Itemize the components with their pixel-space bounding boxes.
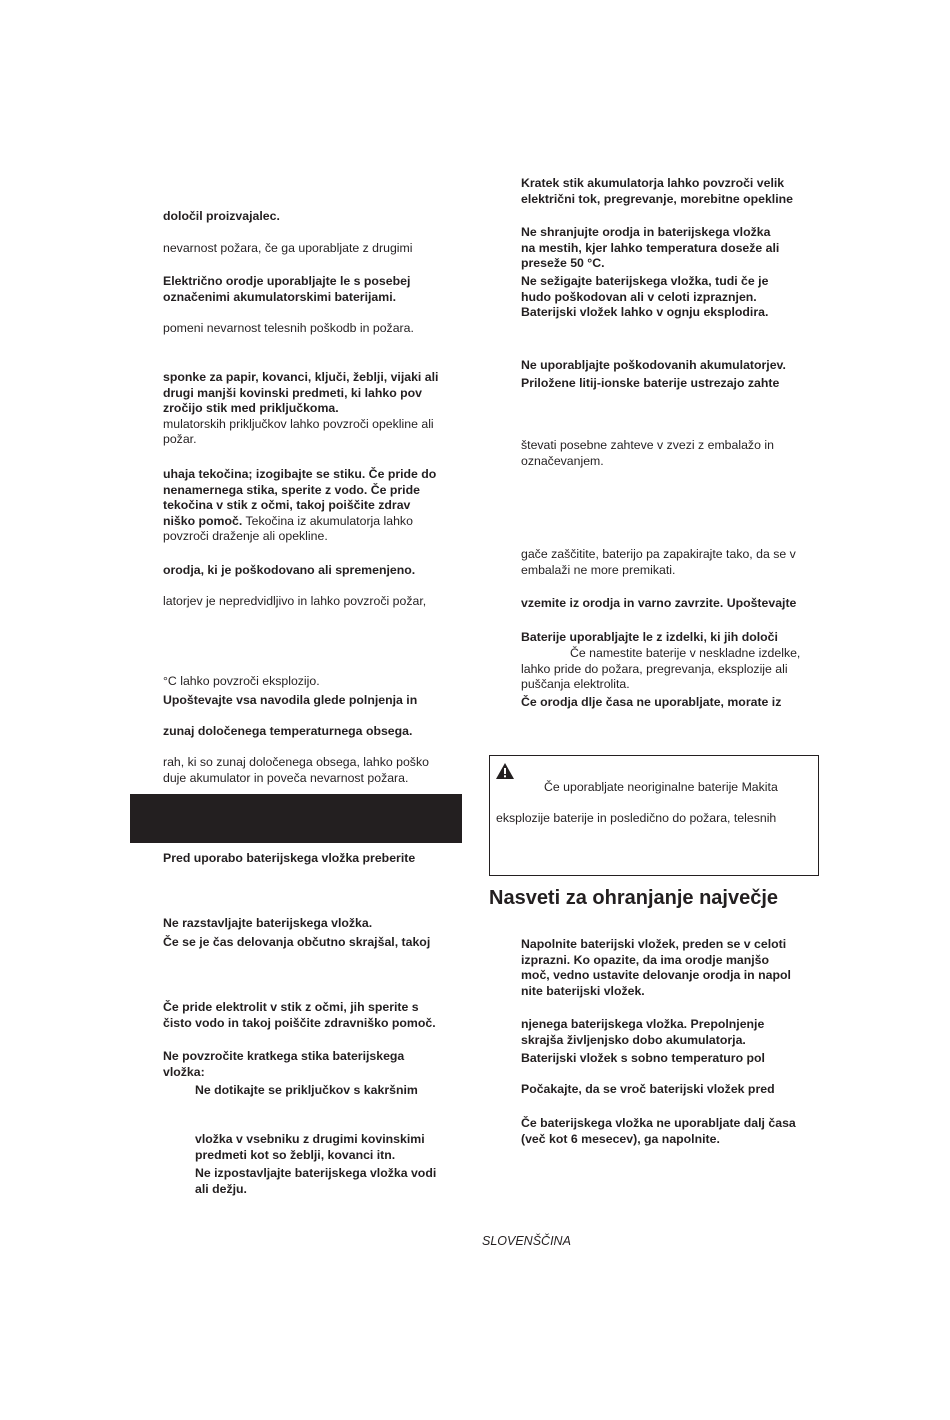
left-p20: Ne izpostavljajte baterijskega vložka vodi ali dežju. [195,1166,437,1196]
right-p6: števati posebne zahteve v zvezi z embalažo in označevanjem. [521,438,774,468]
left-p9: °C lahko povzroči eksplozijo. [163,674,320,688]
right-p11: Če orodja dlje časa ne uporabljate, morate iz [521,695,782,709]
left-p8: latorjev je nepredvidljivo in lahko povzroči požar, [163,594,427,608]
right-p4: Ne uporabljajte poškodovanih akumulatorjev. [521,358,786,372]
right-p5: Priložene litij-ionske baterije ustrezajo zahte [521,376,780,390]
left-p13: Pred uporabo baterijskega vložka preberite [163,851,416,865]
right-p3: Ne sežigajte baterijskega vložka, tudi če je hudo poškodovan ali v celoti izpraznjen. Baterijski vložek lahko v ognju eksplodira. [521,274,769,320]
left-p14: Ne razstavljajte baterijskega vložka. [163,916,373,930]
left-p10: Upoštevajte vsa navodila glede polnjenja in [163,693,418,707]
left-p17: Ne povzročite kratkega stika baterijskega vložka: [163,1049,405,1079]
right-p8: vzemite iz orodja in varno zavrzite. Upoštevajte [521,596,797,610]
page-footer-language: SLOVENŠČINA [482,1234,571,1248]
left-p2: nevarnost požara, če ga uporabljate z drugimi [163,241,413,255]
warning-line-1: Če uporabljate neoriginalne baterije Makita [544,780,778,794]
section-header-bar [130,794,462,843]
left-p11: zunaj določenega temperaturnega obsega. [163,724,413,738]
section-heading: Nasveti za ohranjanje največje [489,887,779,909]
left-p19: vložka v vsebniku z drugimi kovinskimi predmeti kot so žeblji, kovanci itn. [195,1132,425,1162]
right-p7: gače zaščitite, baterijo pa zapakirajte tako, da se v embalaži ne more premikati. [521,547,796,577]
right-p2: Ne shranjujte orodja in baterijskega vložka na mestih, kjer lahko temperatura doseže ali preseže 50 °C. [521,225,780,271]
tip-3: Baterijski vložek s sobno temperaturo pol [521,1051,765,1065]
left-p5: sponke za papir, kovanci, ključi, žeblji, vijaki ali drugi manjši kovinski predmeti, ki lahko pov zročijo stik med priključkoma. mulatorskih priključkov lahko povzroči opekline ali požar. [163,370,439,447]
right-p1: Kratek stik akumulatorja lahko povzroči velik električni tok, pregrevanje, morebitne opekline [521,176,793,206]
left-p4: pomeni nevarnost telesnih poškodb in požara. [163,321,414,335]
tip-1: Napolnite baterijski vložek, preden se v celoti izprazni. Ko opazite, da ima orodje manjšo moč, vedno ustavite delovanje orodja in napol nite baterijski vložek. [521,937,791,998]
warning-triangle-icon [495,762,515,780]
tip-2: njenega baterijskega vložka. Prepolnjenje skrajša življenjsko dobo akumulatorja. [521,1017,765,1047]
right-p9: Baterije uporabljajte le z izdelki, ki jih določi [521,630,778,644]
warning-line-2: eksplozije baterije in posledično do požara, telesnih [496,811,777,825]
left-p3: Električno orodje uporabljajte le s posebej označenimi akumulatorskimi baterijami. [163,274,411,304]
right-p10: Če namestite baterije v neskladne izdelke, lahko pride do požara, pregrevanja, eksplozije ali puščanja elektrolita. [521,646,801,692]
left-p16: Če pride elektrolit v stik z očmi, jih sperite s čisto vodo in takoj poiščite zdravniško pomoč. [163,1000,436,1030]
left-p12: rah, ki so zunaj določenega obsega, lahko poško duje akumulator in poveča nevarnost požara. [163,755,429,785]
left-p1: določil proizvajalec. [163,209,280,223]
tip-5: Če baterijskega vložka ne uporabljate dalj časa (več kot 6 mesecev), ga napolnite. [521,1116,796,1146]
left-p15: Če se je čas delovanja občutno skrajšal, takoj [163,935,431,949]
left-p18: Ne dotikajte se priključkov s kakršnim [195,1083,418,1097]
left-p6: uhaja tekočina; izogibajte se stiku. Če pride do nenamernega stika, sperite z vodo. Če pride tekočina v stik z očmi, takoj poiščite zdrav niško pomoč. Tekočina iz akumulatorja lahko povzroči draženje ali opekline. [163,467,437,544]
left-p7: orodja, ki je poškodovano ali spremenjeno. [163,563,416,577]
tip-4: Počakajte, da se vroč baterijski vložek pred [521,1082,775,1096]
